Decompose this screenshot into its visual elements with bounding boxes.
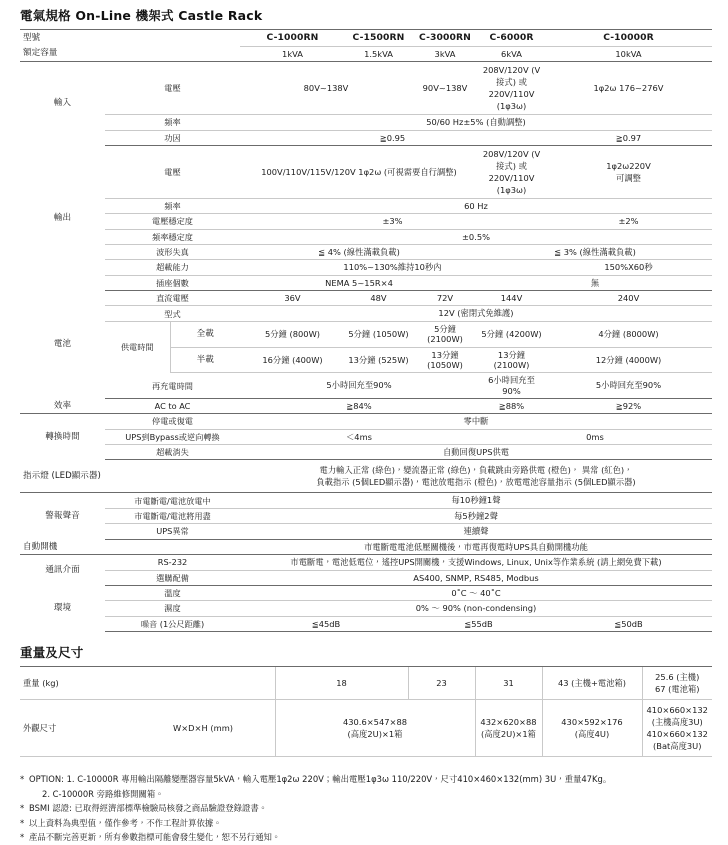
- input-pf-label: 功因: [105, 130, 240, 145]
- battery-type-value: 12V (密閉式免維護): [240, 306, 712, 321]
- output-overload-left: 110%~130%維持10秒內: [240, 260, 545, 275]
- env-humidity-value: 0% ～ 90% (non-condensing): [240, 601, 712, 616]
- table-header-row: [20, 30, 712, 47]
- electrical-spec-table: [20, 29, 712, 632]
- led-value: [240, 460, 712, 493]
- dimension-c3000-line1: 432×620×88: [480, 717, 537, 728]
- row-battery-recharge: [20, 373, 712, 399]
- dimension-c10000-line4: (Bat高度3U): [653, 741, 702, 752]
- battery-type-label: 型式: [105, 306, 240, 321]
- output-thd-label: 波形失真: [105, 245, 240, 260]
- output-vreg-c10000: ±2%: [545, 214, 712, 229]
- group-output: 輸出: [53, 212, 72, 223]
- weight-c10000r: [642, 667, 712, 700]
- alarm-low-battery-value: 每5秒鐘2聲: [240, 508, 712, 523]
- row-output-voltage-regulation: [20, 214, 712, 229]
- battery-runtime-full-c6000r: 5分鐘 (4200W): [478, 321, 545, 347]
- weight-c6000r: 43 (主機+電池箱): [542, 667, 642, 700]
- battery-runtime-full-c10000r: 4分鐘 (8000W): [545, 321, 712, 347]
- dimension-c3000rn: [475, 700, 542, 757]
- bullet-star-icon-4: *: [20, 832, 25, 843]
- env-temperature-label: 溫度: [105, 585, 240, 600]
- rated-capacity-c10000r: 10kVA: [545, 46, 712, 61]
- env-humidity-label: 濕度: [105, 601, 240, 616]
- input-voltage-c6000-line2: 220V/110V (1φ3ω): [488, 89, 535, 112]
- output-voltage-c6000-line1: 208V/120V (V接式) 或: [482, 148, 541, 171]
- row-rated-capacity: [20, 46, 712, 61]
- output-vreg-left: ±3%: [240, 214, 545, 229]
- dimension-c10000-line1: 410×660×132: [646, 705, 708, 716]
- header-model-c1500rn: C-1500RN: [345, 30, 412, 47]
- footnote-change-notice-text: 產品不斷完善更新，所有參數指標可能會發生變化，恕不另行通知。: [29, 832, 281, 843]
- row-weight: [20, 667, 712, 700]
- row-output-frequency-regulation: [20, 229, 712, 244]
- dimension-c6000-line1: 430×592×176: [561, 717, 623, 728]
- output-overload-label: 超載能力: [105, 260, 240, 275]
- dimension-sublabel: W×D×H (mm): [170, 700, 275, 757]
- bullet-star-icon-3: *: [20, 817, 25, 828]
- dimension-c10000r: [642, 700, 712, 757]
- led-value-line1: 電力輸入正常 (綠色)，變流器正常 (綠色)，負載跳由旁路供電 (橙色)， 異常 (紅色)，: [319, 465, 633, 476]
- dimension-c6000-line2: (高度4U): [574, 729, 610, 740]
- output-voltage-c10000-line1: 1φ2ω220V: [606, 160, 651, 171]
- footnote-option-1-text: OPTION: 1. C-10000R 專用輸出隔離變壓器容量5kVA，輸入電壓1φ2ω 220V；輸出電壓1φ3ω 110/220V，尺寸410×460×132(mm) 3U，重量47Kg。: [29, 774, 612, 785]
- row-output-sockets: [20, 275, 712, 290]
- footnote-option-1: [20, 772, 712, 786]
- row-battery-dc-voltage: [20, 291, 712, 306]
- auto-start-label: 自動開機: [20, 539, 240, 555]
- row-output-thd: [20, 245, 712, 260]
- row-battery-type: [20, 306, 712, 321]
- row-transfer-outage: [20, 414, 712, 429]
- battery-runtime-label: 供電時間: [120, 342, 154, 353]
- weight-c10000r-line2: 67 (電池箱): [654, 684, 700, 695]
- battery-runtime-full-c3000rn: 5分鐘 (2100W): [412, 321, 478, 347]
- battery-runtime-half-c6000r: 13分鐘 (2100W): [478, 347, 545, 373]
- battery-recharge-c6000r: 6小時回充至90%: [478, 373, 545, 399]
- footnotes: [20, 772, 712, 844]
- input-pf-value-left: ≧0.95: [240, 130, 545, 145]
- battery-recharge-left: 5小時回充至90%: [240, 373, 478, 399]
- footnote-typical-values: [20, 816, 712, 830]
- battery-runtime-full-c1500rn: 5分鐘 (1050W): [345, 321, 412, 347]
- row-output-voltage: [20, 145, 712, 198]
- row-led-indicators: [20, 460, 712, 493]
- efficiency-label: AC to AC: [105, 398, 240, 413]
- weight-c1500rn: 23: [408, 667, 475, 700]
- output-voltage-c10000: [545, 145, 712, 198]
- footnote-bsmi-text: BSMI 認證: 已取得經濟部標準檢驗局核發之商品驗證登錄證書。: [29, 803, 268, 814]
- battery-runtime-half-c1000rn: 16分鐘 (400W): [240, 347, 345, 373]
- rated-capacity-c1500rn: 1.5kVA: [345, 46, 412, 61]
- alarm-discharging-value: 每10秒鐘1聲: [240, 493, 712, 508]
- battery-dc-label: 直流電壓: [105, 291, 240, 306]
- battery-recharge-label: 再充電時間: [105, 373, 240, 399]
- dimension-c3000-line2: (高度2U)×1箱: [481, 729, 536, 740]
- input-voltage-label: 電壓: [105, 62, 240, 115]
- row-alarm-fault: [20, 524, 712, 539]
- output-thd-left: ≦ 4% (線性滿載負載): [240, 245, 478, 260]
- input-voltage-c6000-line1: 208V/120V (V接式) 或: [482, 65, 541, 88]
- env-noise-mid: ≦55dB: [412, 616, 545, 631]
- transfer-bypass-left: ＜4ms: [240, 429, 478, 444]
- output-socket-right: 無: [478, 275, 712, 290]
- battery-runtime-half-c1500rn: 13分鐘 (525W): [345, 347, 412, 373]
- group-environment: 環境: [53, 603, 72, 614]
- transfer-outage-label: 停電或復電: [105, 414, 240, 429]
- row-battery-runtime-full: [20, 321, 712, 347]
- dimension-c10000-line2: (主機高度3U): [651, 717, 703, 728]
- input-voltage-c6000: [478, 62, 545, 115]
- row-output-overload: [20, 260, 712, 275]
- output-voltage-label: 電壓: [105, 145, 240, 198]
- input-voltage-c10000: 1φ2ω 176~276V: [545, 62, 712, 115]
- input-frequency-label: 頻率: [105, 115, 240, 130]
- group-alarm: 警報聲音: [45, 510, 80, 521]
- dimension-label: 外觀尺寸: [20, 700, 170, 757]
- battery-runtime-half-c3000rn: 13分鐘 (1050W): [412, 347, 478, 373]
- transfer-bypass-label: UPS到Bypass或逆向轉換: [105, 429, 240, 444]
- row-alarm-discharging: [20, 493, 712, 508]
- env-noise-right: ≦50dB: [545, 616, 712, 631]
- env-noise-label: 噪音 (1公尺距離): [105, 616, 240, 631]
- output-socket-left: NEMA 5~15R×4: [240, 275, 478, 290]
- input-voltage-c1000-c1500: 80V~138V: [240, 62, 412, 115]
- header-model-c3000rn: C-3000RN: [412, 30, 478, 47]
- output-freg-label: 頻率穩定度: [105, 229, 240, 244]
- row-input-power-factor: [20, 130, 712, 145]
- row-efficiency: [20, 398, 712, 413]
- header-model-c1000rn: C-1000RN: [240, 30, 345, 47]
- battery-dc-c1500rn: 48V: [345, 291, 412, 306]
- transfer-bypass-right: 0ms: [478, 429, 712, 444]
- transfer-overload-clear-label: 超載消失: [105, 445, 240, 460]
- group-battery: 電池: [53, 339, 72, 350]
- row-dimensions: [20, 700, 712, 757]
- row-comm-optional: [20, 570, 712, 585]
- battery-recharge-c10000r: 5小時回充至90%: [545, 373, 712, 399]
- battery-runtime-full-c1000rn: 5分鐘 (800W): [240, 321, 345, 347]
- comm-optional-label: 選購配備: [105, 570, 240, 585]
- transfer-overload-clear-value: 自動回復UPS供電: [240, 445, 712, 460]
- battery-dc-c6000r: 144V: [478, 291, 545, 306]
- dimension-c1000-c1500: [275, 700, 475, 757]
- row-env-temperature: [20, 585, 712, 600]
- dimension-c6000r: [542, 700, 642, 757]
- weight-size-table: [20, 666, 712, 757]
- rated-capacity-label: 額定容量: [20, 46, 240, 61]
- env-temperature-value: 0˚C ～ 40˚C: [240, 585, 712, 600]
- output-voltage-c6000: [478, 145, 545, 198]
- env-noise-left: ≦45dB: [240, 616, 412, 631]
- transfer-outage-value: 零中斷: [240, 414, 712, 429]
- alarm-low-battery-label: 市電斷電/電池將用盡: [105, 508, 240, 523]
- output-vreg-label: 電壓穩定度: [105, 214, 240, 229]
- output-overload-c10000: 150%X60秒: [545, 260, 712, 275]
- battery-runtime-half-c10000r: 12分鐘 (4000W): [545, 347, 712, 373]
- footnote-option-2: [20, 787, 712, 801]
- weight-size-title: 重量及尺寸: [20, 645, 84, 661]
- header-model-label: 型號: [20, 30, 240, 47]
- weight-c10000r-line1: 25.6 (主機): [655, 672, 700, 683]
- bullet-star-icon-2: *: [20, 803, 25, 814]
- row-comm-rs232: [20, 555, 712, 570]
- footnote-typical-values-text: 以上資料為典型值，僅作參考，不作工程計算依據。: [29, 817, 222, 828]
- header-model-c10000r: C-10000R: [545, 30, 712, 47]
- electrical-spec-title: 電氣規格 On-Line 機架式 Castle Rack: [20, 8, 263, 23]
- dimension-left-line2: (高度2U)×1箱: [347, 729, 403, 740]
- header-model-c6000r: C-6000R: [478, 30, 545, 47]
- dimension-c10000-line3: 410×660×132: [646, 729, 708, 740]
- output-voltage-c6000-line2: 220V/110V (1φ3ω): [488, 172, 535, 195]
- row-transfer-overload-clear: [20, 445, 712, 460]
- alarm-fault-value: 連續聲: [240, 524, 712, 539]
- input-frequency-value: 50/60 Hz±5% (自動調整): [240, 115, 712, 130]
- row-env-humidity: [20, 601, 712, 616]
- group-transfer-time: 轉換時間: [45, 431, 80, 442]
- footnote-option-2-text: 2. C-10000R 旁路維修開關箱。: [42, 788, 164, 799]
- output-frequency-value: 60 Hz: [240, 198, 712, 213]
- weight-c3000rn: 31: [475, 667, 542, 700]
- weight-label: 重量 (kg): [20, 667, 275, 700]
- row-output-frequency: [20, 198, 712, 213]
- row-input-frequency: [20, 115, 712, 130]
- row-input-voltage: [20, 62, 712, 115]
- output-voltage-left: 100V/110V/115V/120V 1φ2ω (可視需要自行調整): [240, 145, 478, 198]
- output-frequency-label: 頻率: [105, 198, 240, 213]
- output-socket-label: 插座個數: [105, 275, 240, 290]
- row-auto-start: [20, 539, 712, 555]
- comm-optional-value: AS400, SNMP, RS485, Modbus: [240, 570, 712, 585]
- row-env-noise: [20, 616, 712, 631]
- comm-rs232-label: RS-232: [105, 555, 240, 570]
- footnote-bsmi: [20, 801, 712, 815]
- battery-runtime-full-label: 全載: [170, 321, 240, 347]
- rated-capacity-c6000r: 6kVA: [478, 46, 545, 61]
- group-communication: 通訊介面: [45, 565, 80, 575]
- rated-capacity-c1000rn: 1kVA: [240, 46, 345, 61]
- bullet-star-icon: *: [20, 774, 25, 785]
- weight-c1000rn: 18: [275, 667, 408, 700]
- auto-start-value: 市電斷電電池低壓關機後，市電再復電時UPS具自動開機功能: [240, 539, 712, 555]
- output-thd-right: ≦ 3% (線性滿載負載): [478, 245, 712, 260]
- efficiency-c10000r: ≧92%: [545, 398, 712, 413]
- battery-dc-c10000r: 240V: [545, 291, 712, 306]
- output-voltage-c10000-line2: 可調整: [616, 172, 641, 183]
- battery-dc-c3000rn: 72V: [412, 291, 478, 306]
- output-freg-value: ±0.5%: [240, 229, 712, 244]
- group-efficiency: 效率: [20, 398, 105, 413]
- dimension-left-line1: 430.6×547×88: [342, 717, 408, 728]
- alarm-discharging-label: 市電斷電/電池放電中: [105, 493, 240, 508]
- rated-capacity-c3000rn: 3kVA: [412, 46, 478, 61]
- footnote-change-notice: [20, 830, 712, 844]
- row-alarm-low-battery: [20, 508, 712, 523]
- row-transfer-bypass: [20, 429, 712, 444]
- led-value-line2: 負載指示 (5個LED顯示器)，電池放電指示 (橙色)，放電電池容量指示 (5個LED顯示器): [316, 477, 636, 488]
- group-input: 輸入: [53, 98, 72, 109]
- input-pf-value-c10000: ≧0.97: [545, 130, 712, 145]
- led-label: 指示燈 (LED顯示器): [20, 460, 240, 493]
- efficiency-left: ≧84%: [240, 398, 478, 413]
- battery-dc-c1000rn: 36V: [240, 291, 345, 306]
- comm-rs232-value: 市電斷電，電池低電位，遙控UPS開關機，支援Windows, Linux, Unix等作業系統 (請上網免費下載): [240, 555, 712, 570]
- efficiency-c6000r: ≧88%: [478, 398, 545, 413]
- alarm-fault-label: UPS異常: [105, 524, 240, 539]
- battery-runtime-half-label: 半載: [170, 347, 240, 373]
- input-voltage-c3000: 90V~138V: [412, 62, 478, 115]
